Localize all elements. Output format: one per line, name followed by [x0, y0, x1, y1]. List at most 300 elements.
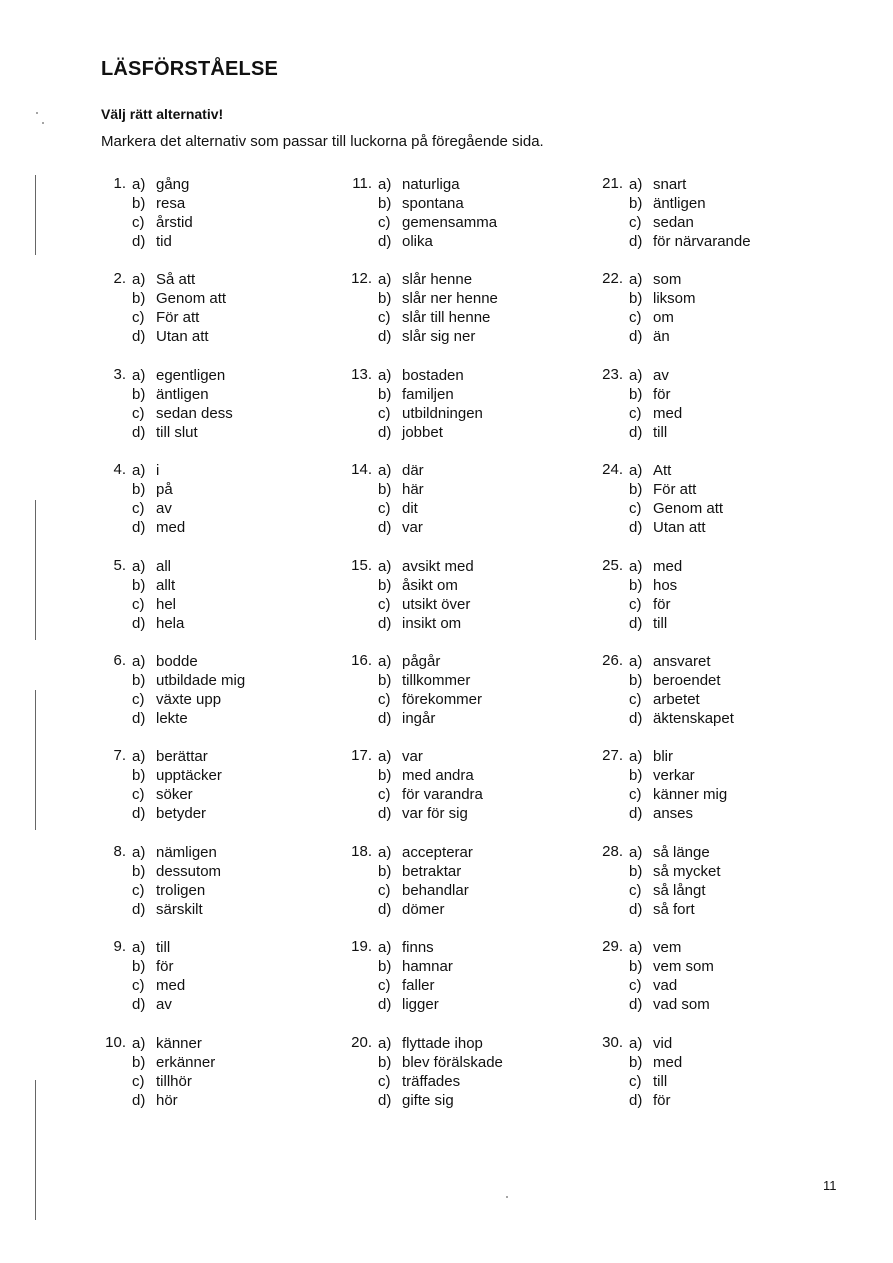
answer-option[interactable]	[132, 843, 221, 862]
option-text: erkänner	[156, 1053, 216, 1071]
option-letter: c)	[132, 977, 145, 995]
scan-margin-line	[35, 500, 36, 640]
option-text: dömer	[402, 900, 445, 918]
answer-options	[378, 1034, 503, 1110]
answer-options	[132, 747, 222, 823]
option-letter: a)	[132, 843, 146, 861]
page-number: 11	[823, 1178, 837, 1193]
question-number: 1.	[113, 175, 126, 192]
option-text: var	[402, 748, 423, 766]
answer-option[interactable]	[629, 843, 721, 862]
answer-option[interactable]	[378, 232, 497, 251]
answer-option[interactable]	[629, 595, 682, 614]
option-text: familjen	[402, 385, 454, 403]
option-letter: c)	[132, 500, 145, 518]
option-text: om	[653, 309, 674, 327]
answer-option[interactable]	[629, 1072, 682, 1091]
answer-options	[132, 557, 184, 633]
answer-option[interactable]	[132, 576, 184, 595]
answer-option[interactable]	[378, 1091, 503, 1110]
answer-option[interactable]	[132, 194, 193, 213]
answer-option[interactable]	[378, 423, 483, 442]
answer-option[interactable]	[378, 747, 483, 766]
answer-option[interactable]	[378, 327, 498, 346]
option-text: slår henne	[402, 271, 473, 289]
option-letter: b)	[378, 671, 392, 689]
option-text: äntligen	[156, 385, 209, 403]
answer-option[interactable]	[378, 289, 498, 308]
answer-option[interactable]	[132, 1053, 215, 1072]
option-text: för	[653, 385, 671, 403]
question-item	[346, 938, 596, 1033]
answer-option[interactable]	[132, 804, 222, 823]
option-letter: a)	[132, 462, 146, 480]
option-letter: b)	[629, 290, 643, 308]
answer-option[interactable]	[378, 576, 474, 595]
answer-option[interactable]	[132, 938, 185, 957]
answer-option[interactable]	[378, 1053, 503, 1072]
option-letter: b)	[132, 481, 146, 499]
option-letter: a)	[132, 1034, 146, 1052]
option-text: där	[402, 462, 424, 480]
answer-option[interactable]	[132, 232, 193, 251]
answer-option[interactable]	[629, 652, 734, 671]
answer-option[interactable]	[378, 595, 474, 614]
answer-option[interactable]	[132, 595, 184, 614]
answer-option[interactable]	[629, 213, 751, 232]
option-text: ansvaret	[653, 652, 711, 670]
option-letter: b)	[132, 385, 146, 403]
answer-option[interactable]	[132, 175, 193, 194]
option-letter: a)	[132, 652, 146, 670]
answer-options	[629, 270, 696, 346]
instruction-text: Markera det alternativ som passar till luckorna på föregående sida.	[101, 133, 544, 150]
answer-option[interactable]	[629, 671, 734, 690]
option-text: hela	[156, 614, 185, 632]
answer-option[interactable]	[132, 747, 222, 766]
option-letter: c)	[378, 786, 391, 804]
option-letter: b)	[629, 958, 643, 976]
option-letter: c)	[629, 881, 642, 899]
answer-options	[629, 843, 721, 919]
answer-option[interactable]	[629, 709, 734, 728]
answer-option[interactable]	[629, 518, 723, 537]
option-text: som	[653, 271, 682, 289]
option-text: utbildningen	[402, 404, 483, 422]
option-letter: b)	[132, 767, 146, 785]
answer-option[interactable]	[378, 308, 498, 327]
scan-margin-line	[35, 1080, 36, 1220]
option-letter: a)	[629, 271, 643, 289]
answer-option[interactable]	[132, 995, 185, 1014]
answer-option[interactable]	[132, 423, 233, 442]
answer-option[interactable]	[132, 690, 245, 709]
answer-option[interactable]	[132, 404, 233, 423]
answer-options	[132, 938, 185, 1014]
answer-option[interactable]	[629, 1091, 682, 1110]
option-text: beroendet	[653, 671, 721, 689]
answer-options	[132, 1034, 215, 1110]
answer-option[interactable]	[132, 480, 185, 499]
question-number: 4.	[113, 461, 126, 479]
option-letter: c)	[629, 404, 642, 422]
question-number: 12.	[351, 270, 372, 288]
question-item	[597, 843, 847, 938]
option-text: för	[156, 958, 174, 976]
answer-option[interactable]	[629, 232, 751, 251]
question-number: 22.	[602, 270, 623, 288]
answer-option[interactable]	[132, 385, 233, 404]
option-text: vad	[653, 977, 678, 995]
answer-option[interactable]	[629, 385, 682, 404]
option-text: verkar	[653, 767, 695, 785]
option-text: naturliga	[402, 176, 460, 193]
answer-option[interactable]	[132, 518, 185, 537]
option-text: gifte sig	[402, 1091, 454, 1109]
answer-option[interactable]	[378, 804, 483, 823]
option-letter: d)	[629, 709, 643, 727]
option-text: vid	[653, 1034, 673, 1052]
question-item	[346, 270, 596, 365]
option-letter: b)	[378, 481, 392, 499]
answer-option[interactable]	[629, 499, 723, 518]
question-item	[346, 557, 596, 652]
option-text: nämligen	[156, 843, 217, 861]
question-item	[346, 366, 596, 461]
answer-option[interactable]	[132, 957, 185, 976]
answer-option[interactable]	[629, 366, 682, 385]
question-number: 5.	[113, 556, 126, 574]
answer-option[interactable]	[132, 327, 226, 346]
answer-option[interactable]	[629, 995, 714, 1014]
answer-options	[132, 652, 245, 728]
option-letter: b)	[378, 958, 392, 976]
answer-option[interactable]	[378, 957, 453, 976]
answer-option[interactable]	[132, 289, 226, 308]
answer-option[interactable]	[629, 194, 751, 213]
answer-option[interactable]	[378, 900, 473, 919]
option-text: hamnar	[402, 958, 453, 976]
option-letter: c)	[132, 690, 145, 708]
question-item	[597, 747, 847, 842]
option-text: vem	[653, 939, 682, 957]
answer-options	[378, 175, 497, 251]
option-text: slår ner henne	[402, 290, 498, 308]
option-letter: c)	[378, 690, 391, 708]
answer-option[interactable]	[132, 1091, 215, 1110]
option-letter: c)	[629, 977, 642, 995]
option-letter: d)	[378, 709, 392, 727]
option-text: dessutom	[156, 862, 222, 880]
answer-options	[378, 557, 474, 633]
answer-option[interactable]	[629, 747, 727, 766]
question-number: 26.	[602, 651, 623, 669]
answer-options	[629, 175, 751, 251]
option-text: resa	[156, 195, 186, 212]
option-letter: d)	[378, 1091, 392, 1109]
answer-option[interactable]	[132, 270, 226, 289]
answer-option[interactable]	[132, 766, 222, 785]
question-number: 19.	[351, 938, 372, 956]
option-letter: a)	[629, 176, 643, 193]
scan-speck	[42, 122, 44, 124]
question-item	[597, 461, 847, 556]
answer-option[interactable]	[629, 461, 723, 480]
option-letter: c)	[378, 1072, 391, 1090]
answer-option[interactable]	[132, 213, 193, 232]
option-letter: a)	[132, 176, 146, 193]
answer-option[interactable]	[132, 614, 184, 633]
option-letter: a)	[629, 557, 643, 575]
option-text: snart	[653, 176, 687, 193]
answer-option[interactable]	[132, 499, 185, 518]
option-text: Genom att	[653, 500, 724, 518]
answer-option[interactable]	[629, 1034, 682, 1053]
answer-option[interactable]	[132, 709, 245, 728]
option-letter: d)	[629, 519, 643, 537]
answer-option[interactable]	[132, 366, 233, 385]
option-text: gemensamma	[402, 214, 498, 231]
option-text: vad som	[653, 996, 710, 1014]
option-text: i	[156, 462, 160, 480]
question-item	[597, 1034, 847, 1129]
answer-option[interactable]	[629, 289, 696, 308]
answer-option[interactable]	[132, 785, 222, 804]
answer-option[interactable]	[378, 766, 483, 785]
answer-option[interactable]	[378, 938, 453, 957]
page-title: LÄSFÖRSTÅELSE	[101, 58, 279, 80]
question-number: 2.	[113, 270, 126, 288]
answer-option[interactable]	[378, 518, 424, 537]
question-number: 15.	[351, 556, 372, 574]
option-text: av	[156, 996, 172, 1014]
answer-option[interactable]	[378, 709, 482, 728]
answer-option[interactable]	[378, 194, 497, 213]
option-letter: b)	[132, 671, 146, 689]
answer-option[interactable]	[629, 308, 696, 327]
option-letter: c)	[132, 404, 145, 422]
option-text: allt	[156, 576, 176, 594]
option-text: så mycket	[653, 862, 721, 880]
question-number: 25.	[602, 556, 623, 574]
answer-option[interactable]	[132, 461, 185, 480]
option-letter: c)	[378, 881, 391, 899]
answer-option[interactable]	[132, 862, 221, 881]
option-letter: d)	[132, 996, 146, 1014]
option-text: pågår	[402, 652, 441, 670]
answer-option[interactable]	[378, 385, 483, 404]
option-text: än	[653, 328, 670, 346]
answer-option[interactable]	[629, 881, 721, 900]
answer-option[interactable]	[378, 995, 453, 1014]
answer-option[interactable]	[378, 785, 483, 804]
option-text: egentligen	[156, 366, 226, 384]
answer-option[interactable]	[378, 499, 424, 518]
option-letter: c)	[629, 1072, 642, 1090]
question-number: 6.	[113, 651, 126, 669]
answer-options	[378, 843, 473, 919]
option-letter: d)	[132, 233, 146, 250]
answer-option[interactable]	[629, 766, 727, 785]
option-letter: d)	[132, 328, 146, 346]
option-text: Så att	[156, 271, 196, 289]
answer-option[interactable]	[629, 480, 723, 499]
answer-option[interactable]	[378, 175, 497, 194]
option-letter: d)	[378, 328, 392, 346]
option-letter: a)	[629, 843, 643, 861]
question-item	[597, 938, 847, 1033]
question-number: 28.	[602, 842, 623, 860]
answer-option[interactable]	[132, 900, 221, 919]
option-letter: b)	[378, 862, 392, 880]
option-letter: c)	[378, 500, 391, 518]
answer-option[interactable]	[378, 270, 498, 289]
answer-option[interactable]	[629, 1053, 682, 1072]
option-text: åsikt om	[402, 576, 458, 594]
option-letter: a)	[378, 176, 392, 193]
option-letter: c)	[378, 404, 391, 422]
option-text: söker	[156, 786, 193, 804]
question-item	[100, 175, 350, 270]
answer-option[interactable]	[629, 327, 696, 346]
option-text: för närvarande	[653, 233, 751, 250]
answer-option[interactable]	[629, 576, 682, 595]
answer-option[interactable]	[629, 900, 721, 919]
answer-option[interactable]	[629, 785, 727, 804]
answer-option[interactable]	[132, 308, 226, 327]
answer-option[interactable]	[629, 270, 696, 289]
option-text: ingår	[402, 709, 436, 727]
option-text: Att	[653, 462, 672, 480]
option-text: träffades	[402, 1072, 461, 1090]
answer-option[interactable]	[132, 881, 221, 900]
answer-option[interactable]	[629, 614, 682, 633]
answer-option[interactable]	[132, 557, 184, 576]
option-letter: b)	[378, 1053, 392, 1071]
option-text: med	[156, 977, 186, 995]
answer-options	[629, 366, 682, 442]
option-letter: c)	[378, 977, 391, 995]
answer-option[interactable]	[132, 1072, 215, 1091]
answer-option[interactable]	[132, 652, 245, 671]
option-letter: b)	[132, 958, 146, 976]
question-item	[346, 747, 596, 842]
answer-option[interactable]	[378, 461, 424, 480]
option-letter: b)	[629, 481, 643, 499]
question-number: 10.	[105, 1033, 126, 1051]
answer-option[interactable]	[378, 557, 474, 576]
option-letter: d)	[132, 1091, 146, 1109]
answer-option[interactable]	[378, 480, 424, 499]
option-letter: d)	[132, 423, 146, 441]
question-number: 16.	[351, 651, 372, 669]
answer-option[interactable]	[378, 404, 483, 423]
option-letter: c)	[378, 595, 391, 613]
answer-option[interactable]	[378, 1034, 503, 1053]
option-text: årstid	[156, 214, 193, 231]
question-item	[346, 461, 596, 556]
answer-option[interactable]	[378, 976, 453, 995]
option-text: var	[402, 519, 423, 537]
option-text: utsikt över	[402, 595, 471, 613]
question-item	[100, 652, 350, 747]
question-number: 8.	[113, 842, 126, 860]
answer-option[interactable]	[629, 804, 727, 823]
option-letter: a)	[378, 939, 392, 957]
option-letter: d)	[629, 423, 643, 441]
answer-option[interactable]	[378, 671, 482, 690]
option-letter: c)	[629, 786, 642, 804]
answer-option[interactable]	[629, 404, 682, 423]
option-text: förekommer	[402, 690, 483, 708]
option-text: För att	[653, 481, 697, 499]
question-number: 17.	[351, 747, 372, 765]
option-text: tid	[156, 233, 172, 250]
option-letter: b)	[132, 576, 146, 594]
answer-option[interactable]	[629, 938, 714, 957]
answer-option[interactable]	[629, 976, 714, 995]
answer-option[interactable]	[378, 862, 473, 881]
answer-option[interactable]	[378, 843, 473, 862]
option-letter: a)	[629, 366, 643, 384]
answer-options	[629, 938, 714, 1014]
answer-option[interactable]	[629, 690, 734, 709]
question-item	[100, 938, 350, 1033]
question-number: 9.	[113, 938, 126, 956]
option-letter: b)	[629, 576, 643, 594]
answer-option[interactable]	[629, 862, 721, 881]
option-letter: d)	[629, 900, 643, 918]
question-item	[100, 270, 350, 365]
answer-option[interactable]	[132, 1034, 215, 1053]
option-letter: c)	[132, 1072, 145, 1090]
option-text: på	[156, 481, 173, 499]
answer-options	[629, 557, 682, 633]
answer-option[interactable]	[378, 881, 473, 900]
option-text: accepterar	[402, 843, 473, 861]
answer-option[interactable]	[629, 957, 714, 976]
option-text: troligen	[156, 881, 206, 899]
answer-option[interactable]	[378, 652, 482, 671]
answer-options	[132, 461, 185, 537]
answer-option[interactable]	[629, 557, 682, 576]
answer-option[interactable]	[378, 1072, 503, 1091]
option-letter: d)	[378, 996, 392, 1014]
option-letter: c)	[629, 214, 642, 231]
option-text: dit	[402, 500, 418, 518]
option-letter: b)	[629, 385, 643, 403]
answer-option[interactable]	[378, 366, 483, 385]
option-letter: c)	[132, 309, 145, 327]
answer-option[interactable]	[378, 213, 497, 232]
answer-option[interactable]	[132, 671, 245, 690]
option-text: med	[653, 557, 683, 575]
option-letter: d)	[132, 519, 146, 537]
answer-option[interactable]	[629, 175, 751, 194]
question-number: 13.	[351, 365, 372, 383]
option-text: sedan	[653, 214, 694, 231]
option-letter: b)	[378, 767, 392, 785]
question-item	[100, 747, 350, 842]
answer-option[interactable]	[378, 690, 482, 709]
answer-option[interactable]	[132, 976, 185, 995]
answer-option[interactable]	[629, 423, 682, 442]
option-letter: d)	[378, 233, 392, 250]
option-letter: a)	[132, 366, 146, 384]
option-letter: d)	[132, 614, 146, 632]
option-letter: b)	[629, 862, 643, 880]
answer-option[interactable]	[378, 614, 474, 633]
